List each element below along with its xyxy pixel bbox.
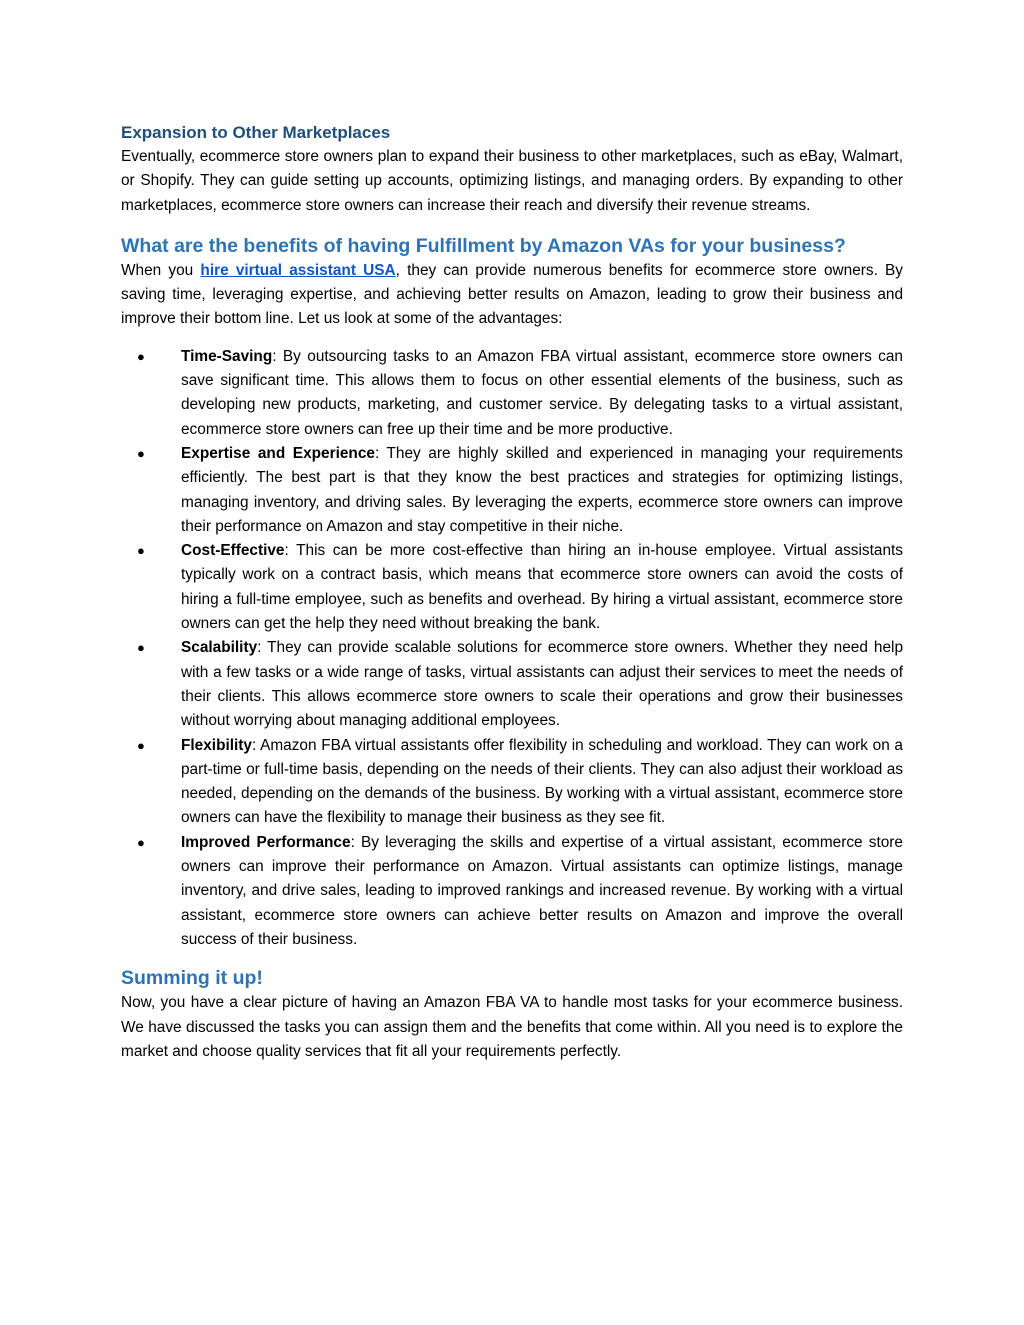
benefit-text: : They can provide scalable solutions for ecommerce store owners. Whether they need help with a few tasks or a wide range of tasks, virtual assistants can adjust their services to meet the needs of their clients. This allows ecommerce store owners to scale their operations and grow their businesses without worrying about managing additional employees.: [181, 639, 903, 730]
benefits-intro-paragraph: [121, 259, 903, 332]
benefit-text: : By outsourcing tasks to an Amazon FBA virtual assistant, ecommerce store owners can save significant time. This allows them to focus on other essential elements of the business, such as developing new products, marketing, and customer service. By delegating tasks to a virtual assistant, ecommerce store owners can free up their time and be more productive.: [181, 347, 903, 438]
section-paragraph-summing-up: Now, you have a clear picture of having an Amazon FBA VA to handle most tasks for your ecommerce business. We have discussed the tasks you can assign them and the benefits that come within. All you need is to explore the market and choose quality services that fit all your requirements perfectly.: [121, 994, 903, 1060]
benefit-item-flexibility: [121, 734, 903, 831]
benefit-term: Flexibility: [181, 736, 252, 754]
section-heading-benefits: What are the benefits of having Fulfillment by Amazon VAs for your business?: [121, 234, 846, 257]
benefit-text: : They are highly skilled and experienced in managing your requirements efficiently. The best part is that they know the best practices and strategies for optimizing listings, managing inventory, and driving sales. By leveraging the experts, ecommerce store owners can improve their performance on Amazon and stay competitive in their niche.: [181, 444, 903, 535]
intro-text-before-link: When you: [121, 261, 201, 279]
benefit-item-improved-performance: [121, 831, 903, 952]
document-content: [121, 121, 903, 1064]
bullet-icon: ●: [137, 834, 145, 850]
section-heading-expansion: Expansion to Other Marketplaces: [121, 123, 391, 142]
benefit-text: : Amazon FBA virtual assistants offer flexibility in scheduling and workload. They can work on a part-time or full-time basis, depending on the needs of their clients. They can also adjust their workload as needed, depending on the demands of the business. By working with a virtual assistant, ecommerce store owners can have the flexibility to manage their business as they see fit.: [181, 736, 903, 827]
benefit-item-expertise: [121, 442, 903, 539]
benefits-list: [121, 345, 903, 952]
bullet-icon: ●: [137, 543, 145, 559]
benefit-term: Scalability: [181, 639, 258, 657]
bullet-icon: ●: [137, 445, 145, 461]
bullet-icon: ●: [137, 640, 145, 656]
benefit-text: : By leveraging the skills and expertise of a virtual assistant, ecommerce store owners can improve their performance on Amazon. Virtual assistants can optimize listings, manage inventory, and drive sales, leading to improved rankings and increased revenue. By working with a virtual assistant, ecommerce store owners can achieve better results on Amazon and improve the overall success of their business.: [181, 833, 903, 948]
bullet-icon: ●: [137, 737, 145, 753]
intro-text-after-link: , they can provide numerous benefits for ecommerce store owners. By saving time, leveraging expertise, and achieving better results on Amazon, leading to grow their business and improve their bottom line. Let us look at some of the advantages:: [121, 261, 904, 328]
benefit-term: Improved Performance: [181, 833, 351, 851]
benefit-term: Time-Saving: [181, 347, 273, 365]
benefit-item-time-saving: [121, 345, 903, 442]
hire-virtual-assistant-link[interactable]: hire virtual assistant USA: [200, 261, 396, 279]
section-paragraph-expansion: Eventually, ecommerce store owners plan to expand their business to other marketplaces, such as eBay, Walmart, or Shopify. They can guide setting up accounts, optimizing listings, and managing orders. By expanding to other marketplaces, ecommerce store owners can increase their reach and diversify their revenue streams.: [121, 148, 903, 214]
benefit-text: : This can be more cost-effective than hiring an in-house employee. Virtual assistants typically work on a contract basis, which means that ecommerce store owners can avoid the costs of hiring a full-time employee, such as benefits and overhead. By hiring a virtual assistant, ecommerce store owners can get the help they need without breaking the bank.: [181, 542, 903, 633]
benefit-item-scalability: [121, 636, 903, 733]
section-heading-summing-up: Summing it up!: [121, 967, 263, 990]
benefit-item-cost-effective: [121, 539, 903, 636]
bullet-icon: ●: [137, 348, 145, 364]
benefit-term: Cost-Effective: [181, 542, 285, 560]
benefit-term: Expertise and Experience: [181, 444, 375, 462]
